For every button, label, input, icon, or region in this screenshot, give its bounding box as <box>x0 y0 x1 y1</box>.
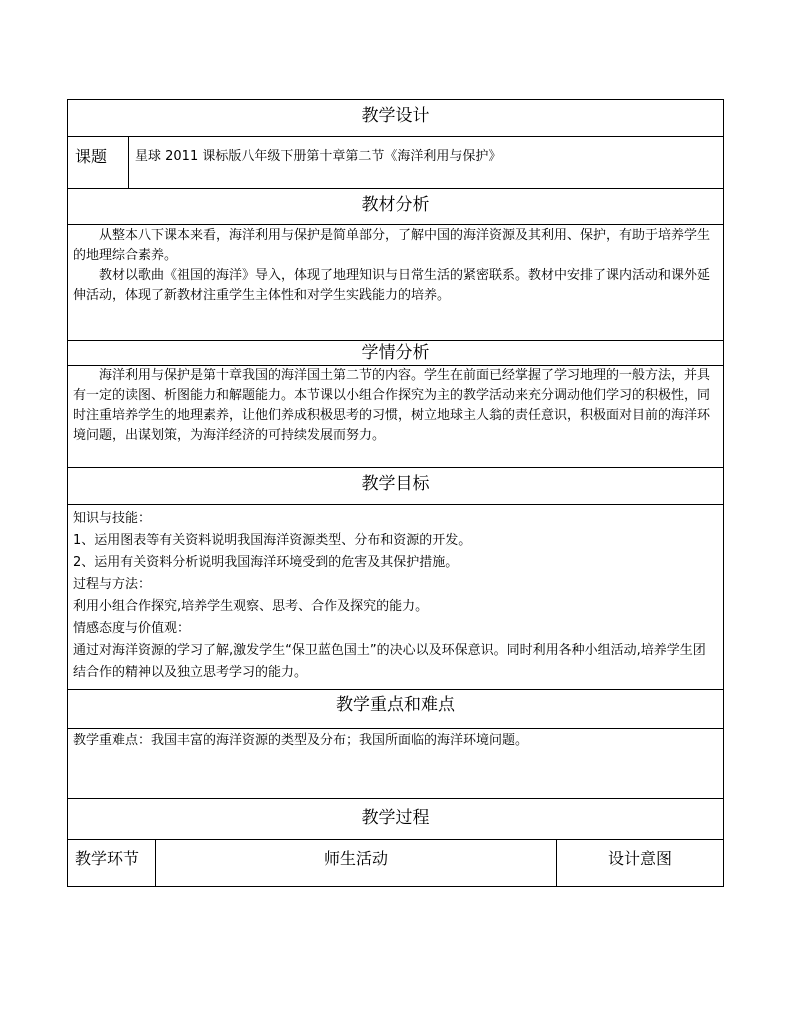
objective-line: 1、运用图表等有关资料说明我国海洋资源类型、分布和资源的开发。 <box>73 533 472 548</box>
process-column-activities: 师生活动 <box>156 840 557 886</box>
objectives-body <box>67 504 724 689</box>
student-analysis-heading-row <box>67 340 724 365</box>
objective-line: 2、运用有关资料分析说明我国海洋环境受到的危害及其保护措施。 <box>73 555 459 570</box>
textbook-analysis-body <box>67 224 724 340</box>
objective-line: 通过对海洋资源的学习了解,激发学生“保卫蓝色国土”的决心以及环保意识。同时利用各种小组活动,培养学生团结合作的精神以及独立思考学习的能力。 <box>73 643 706 680</box>
process-column-intent: 设计意图 <box>607 849 672 868</box>
objective-line: 知识与技能： <box>73 511 152 526</box>
process-heading-row <box>67 798 724 839</box>
student-analysis-body <box>67 365 724 467</box>
objective-line: 过程与方法： <box>73 577 152 592</box>
process-heading: 教学过程 <box>361 808 430 828</box>
objectives-heading: 教学目标 <box>361 474 430 494</box>
textbook-analysis-heading-row <box>67 188 724 224</box>
objectives-heading-row <box>67 467 724 504</box>
lesson-label: 课题 <box>68 137 129 188</box>
process-column-stage: 教学环节 <box>68 840 156 886</box>
student-analysis-heading: 学情分析 <box>361 343 430 363</box>
lesson-plan-table <box>67 99 724 887</box>
textbook-analysis-paragraph: 教材以歌曲《祖国的海洋》导入，体现了地理知识与日常生活的紧密联系。教材中安排了课内活动和课外延伸活动，体现了新教材注重学生主体性和对学生实践能力的培养。 <box>73 268 711 303</box>
lesson-value: 星球 2011 课标版八年级下册第十章第二节《海洋利用与保护》 <box>135 149 502 164</box>
lesson-row <box>67 136 724 188</box>
textbook-analysis-paragraph: 从整本八下课本来看，海洋利用与保护是简单部分，了解中国的海洋资源及其利用、保护，有助于培养学生的地理综合素养。 <box>73 228 711 263</box>
process-columns-row <box>67 839 724 887</box>
key-points-text: 教学重难点：我国丰富的海洋资源的类型及分布；我国所面临的海洋环境问题。 <box>73 733 529 748</box>
objective-line: 利用小组合作探究,培养学生观察、思考、合作及探究的能力。 <box>73 599 429 614</box>
table-title-row <box>67 99 724 136</box>
key-points-heading: 教学重点和难点 <box>336 695 455 715</box>
key-points-heading-row <box>67 689 724 728</box>
key-points-body <box>67 728 724 798</box>
textbook-analysis-heading: 教材分析 <box>361 195 430 215</box>
table-title: 教学设计 <box>361 106 430 126</box>
objective-line: 情感态度与价值观： <box>73 621 191 636</box>
student-analysis-paragraph: 海洋利用与保护是第十章我国的海洋国土第二节的内容。学生在前面已经掌握了学习地理的一般方法，并具有一定的读图、析图能力和解题能力。本节课以小组合作探究为主的教学活动来充分调动他们学习的积极性，同时注重培养学生的地理素养，让他们养成积极思考的习惯，树立地球主人翁的责任意识，积极面对目前的海洋环境问题，出谋划策，为海洋经济的可持续发展而努力。 <box>73 368 711 443</box>
